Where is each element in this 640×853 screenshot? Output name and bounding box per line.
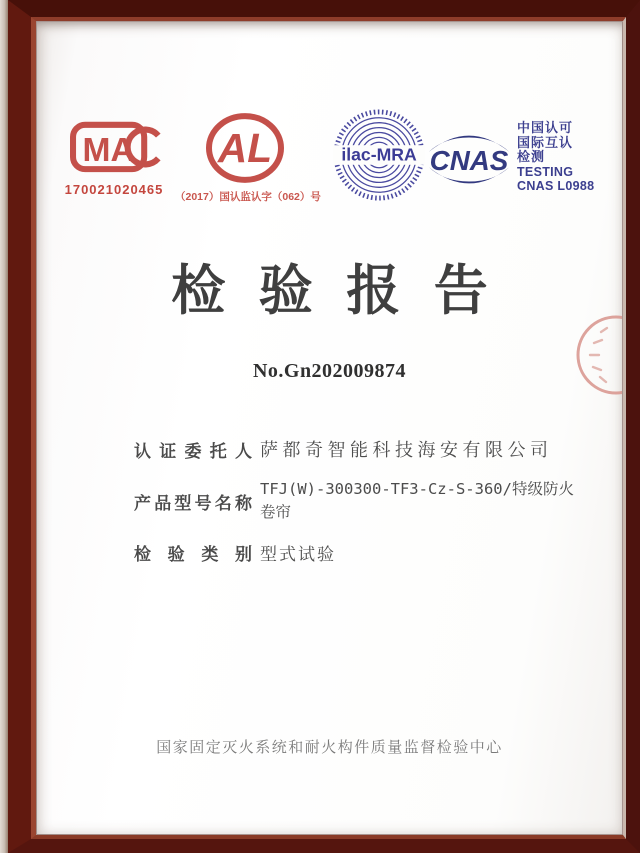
- field-row-model: [134, 478, 584, 524]
- field-row-test-type: [134, 540, 584, 565]
- report-title: 检验报告: [171, 261, 522, 321]
- report-number: No.Gn202009874: [252, 360, 407, 382]
- accreditation-mark-text: AL: [217, 124, 273, 171]
- cnas-line: TESTING: [517, 164, 574, 179]
- field-row-applicant: [134, 436, 584, 462]
- report-fields: [134, 436, 584, 581]
- ilac-mra-mark-icon: [332, 108, 426, 202]
- field-label: 检验类别: [134, 545, 252, 564]
- issuing-center-name: 国家固定灭火系统和耐火构件质量监督检验中心: [156, 739, 503, 756]
- cnas-line: 国际互认: [517, 134, 574, 150]
- cma-mark-text: MA: [82, 132, 135, 170]
- frame-bevel: [31, 17, 626, 839]
- field-value: 型式试验: [260, 545, 336, 564]
- cnas-line: 检测: [517, 149, 546, 164]
- cnas-mark-text: CNAS: [429, 145, 509, 177]
- field-value: 萨都奇智能科技海安有限公司: [260, 440, 553, 460]
- certificate-paper: [36, 21, 623, 835]
- red-seal-stamp-icon: [574, 313, 623, 397]
- field-label: 认证委托人: [134, 441, 252, 461]
- cnas-mark-icon: [421, 126, 517, 193]
- cma-certificate-number: 170021020465: [64, 182, 164, 197]
- cnas-line: CNAS L0988: [517, 179, 595, 193]
- ilac-mra-mark-text: ilac-MRA: [341, 144, 417, 165]
- picture-frame: [8, 0, 640, 853]
- cnas-line: 中国认可: [517, 120, 574, 135]
- cnas-accreditation-text: [517, 121, 594, 194]
- field-value: TFJ(W)-300300-TF3-Cz-S-360/特级防火卷帘: [260, 480, 574, 521]
- cma-mark-icon: [69, 118, 163, 180]
- accreditation-mark-icon: [203, 112, 287, 184]
- frame-outer-edge: [0, 0, 8, 853]
- accreditation-approval-number: （2017）国认监认字（062）号: [175, 191, 321, 203]
- field-label: 产品型号名称: [134, 493, 252, 513]
